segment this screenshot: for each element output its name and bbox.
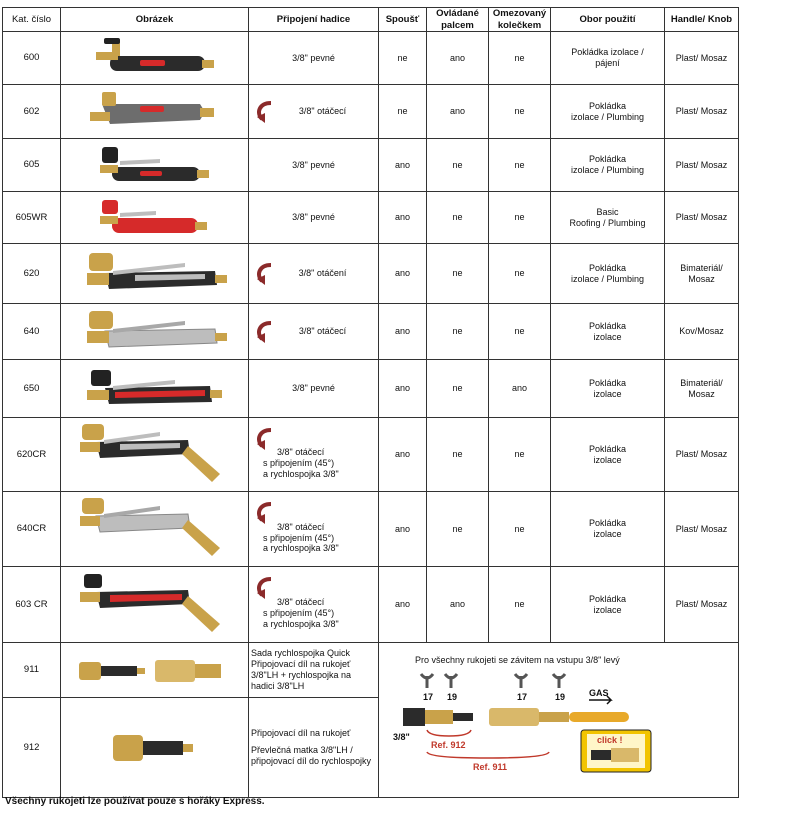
header-cat-no: Kat. číslo <box>3 8 61 32</box>
trigger-value: ne <box>379 32 427 85</box>
trigger-value: ano <box>379 244 427 304</box>
table-row <box>3 32 739 85</box>
product-image-640 <box>61 304 249 360</box>
cat-number: 911 <box>3 643 61 698</box>
product-table <box>2 7 739 798</box>
product-image-602 <box>61 85 249 139</box>
use-value: Pokládka izolace <box>551 492 665 567</box>
trigger-value: ne <box>379 85 427 139</box>
rotation-arrow-icon <box>253 575 275 601</box>
hose-connection: 3/8" otáčecí s připojením (45°) a rychlospojka 3/8" <box>249 567 379 643</box>
wrench-icon <box>553 674 565 688</box>
hose-connection: 3/8" pevné <box>249 360 379 418</box>
product-image-620cr <box>61 418 249 492</box>
rotation-arrow-icon <box>253 319 275 345</box>
limited-value: ne <box>489 244 551 304</box>
cat-number: 600 <box>3 32 61 85</box>
thumb-value: ano <box>427 32 489 85</box>
cat-number: 650 <box>3 360 61 418</box>
thumb-value: ne <box>427 492 489 567</box>
cat-number: 620 <box>3 244 61 304</box>
table-row <box>3 418 739 492</box>
wrench-icon <box>515 674 527 688</box>
cat-number: 912 <box>3 698 61 798</box>
product-image-640cr <box>61 492 249 567</box>
table-row <box>3 139 739 192</box>
handle-value: Plast/ Mosaz <box>665 32 739 85</box>
rotation-arrow-icon <box>253 500 275 526</box>
trigger-value: ano <box>379 139 427 192</box>
limited-value: ne <box>489 139 551 192</box>
use-value: Pokládka izolace <box>551 360 665 418</box>
product-image-605wr <box>61 192 249 244</box>
rotation-arrow-icon <box>253 426 275 452</box>
limited-value: ne <box>489 418 551 492</box>
use-value: Pokládka izolace <box>551 418 665 492</box>
limited-value: ne <box>489 32 551 85</box>
handle-value: Kov/Mosaz <box>665 304 739 360</box>
click-label: click ! <box>596 734 623 745</box>
trigger-value: ano <box>379 304 427 360</box>
wrench-size: 17 <box>422 691 433 702</box>
handle-value: Bimateriál/ Mosaz <box>665 244 739 304</box>
table-row <box>3 85 739 139</box>
cat-number: 620CR <box>3 418 61 492</box>
handle-value: Plast/ Mosaz <box>665 567 739 643</box>
product-image-600 <box>61 32 249 85</box>
use-value: Pokládka izolace / Plumbing <box>551 139 665 192</box>
product-image-650 <box>61 360 249 418</box>
hose-connection: 3/8" pevné <box>249 32 379 85</box>
trigger-value: ano <box>379 360 427 418</box>
table-row <box>3 643 739 698</box>
thumb-value: ne <box>427 244 489 304</box>
wrench-size: 19 <box>446 691 457 702</box>
thumb-value: ano <box>427 85 489 139</box>
hose-connection: 3/8" otáčení <box>249 244 379 304</box>
thread-label: 3/8" <box>392 731 410 742</box>
table-row <box>3 567 739 643</box>
handle-value: Plast/ Mosaz <box>665 418 739 492</box>
use-value: Pokládka izolace <box>551 567 665 643</box>
wrench-icon <box>445 674 457 688</box>
trigger-value: ano <box>379 567 427 643</box>
table-row <box>3 360 739 418</box>
table-row <box>3 192 739 244</box>
limited-value: ne <box>489 304 551 360</box>
limited-value: ne <box>489 492 551 567</box>
limited-value: ne <box>489 192 551 244</box>
use-value: Pokládka izolace / Plumbing <box>551 85 665 139</box>
thumb-value: ne <box>427 360 489 418</box>
wrench-size: 19 <box>554 691 565 702</box>
thumb-value: ne <box>427 192 489 244</box>
cat-number: 602 <box>3 85 61 139</box>
trigger-value: ano <box>379 418 427 492</box>
hose-connection: 3/8" otáčecí <box>249 85 379 139</box>
table-row <box>3 304 739 360</box>
quick-coupling-diagram <box>389 670 729 780</box>
cat-number: 640CR <box>3 492 61 567</box>
limited-value: ne <box>489 85 551 139</box>
header-image: Obrázek <box>61 8 249 32</box>
cat-number: 605 <box>3 139 61 192</box>
limited-value: ano <box>489 360 551 418</box>
header-limited-wheel: Omezovaný kolečkem <box>489 8 551 32</box>
use-value: Pokládka izolace <box>551 304 665 360</box>
rotation-arrow-icon <box>253 99 275 125</box>
hose-connection: 3/8" otáčecí s připojením (45°) a rychlospojka 3/8" <box>249 492 379 567</box>
limited-value: ne <box>489 567 551 643</box>
header-thumb-operated: Ovládané palcem <box>427 8 489 32</box>
kit-912-description: Připojovací díl na rukojeť Převlečná matka 3/8"LH / připojovací díl do rychlospojky <box>249 698 379 798</box>
hose-connection: 3/8" pevné <box>249 139 379 192</box>
hose-connection: 3/8" otáčecí s připojením (45°) a rychlospojka 3/8" <box>249 418 379 492</box>
table-row <box>3 244 739 304</box>
gas-label: GAS <box>588 687 609 698</box>
handle-value: Plast/ Mosaz <box>665 192 739 244</box>
ref-911-label: Ref. 911 <box>472 761 507 772</box>
hose-connection: 3/8" pevné <box>249 192 379 244</box>
ref-912-label: Ref. 912 <box>430 739 466 750</box>
thumb-value: ne <box>427 418 489 492</box>
cat-number: 605WR <box>3 192 61 244</box>
cat-number: 603 CR <box>3 567 61 643</box>
product-image-911 <box>61 643 249 698</box>
thumb-value: ano <box>427 567 489 643</box>
handle-value: Plast/ Mosaz <box>665 492 739 567</box>
trigger-value: ano <box>379 492 427 567</box>
cat-number: 640 <box>3 304 61 360</box>
connection-diagram: Pro všechny rukojeti se závitem na vstupu 3/8" levý 17 19 17 19 GAS 3/8" Ref. 912 Ref. 911 click ! <box>379 643 739 798</box>
header-use: Obor použití <box>551 8 665 32</box>
thumb-value: ne <box>427 304 489 360</box>
product-image-912 <box>61 698 249 798</box>
product-image-620 <box>61 244 249 304</box>
use-value: Basic Roofing / Plumbing <box>551 192 665 244</box>
hose-connection: 3/8" otáčecí <box>249 304 379 360</box>
use-value: Pokládka izolace / pájení <box>551 32 665 85</box>
wrench-icon <box>421 674 433 688</box>
thumb-value: ne <box>427 139 489 192</box>
product-image-605 <box>61 139 249 192</box>
rotation-arrow-icon <box>253 261 275 287</box>
wrench-size: 17 <box>516 691 527 702</box>
handle-value: Plast/ Mosaz <box>665 85 739 139</box>
product-image-603cr <box>61 567 249 643</box>
header-handle-knob: Handle/ Knob <box>665 8 739 32</box>
header-hose-connection: Připojení hadice <box>249 8 379 32</box>
kit-911-description: Sada rychlospojka Quick Připojovací díl na rukojeť 3/8"LH + rychlospojka na hadici 3/8"LH <box>249 643 379 698</box>
table-row <box>3 492 739 567</box>
handle-value: Bimateriál/ Mosaz <box>665 360 739 418</box>
trigger-value: ano <box>379 192 427 244</box>
footer-note: Všechny rukojeti lze používat pouze s hořáky Express. <box>5 796 265 807</box>
handle-value: Plast/ Mosaz <box>665 139 739 192</box>
header-trigger: Spoušť <box>379 8 427 32</box>
use-value: Pokládka izolace / Plumbing <box>551 244 665 304</box>
